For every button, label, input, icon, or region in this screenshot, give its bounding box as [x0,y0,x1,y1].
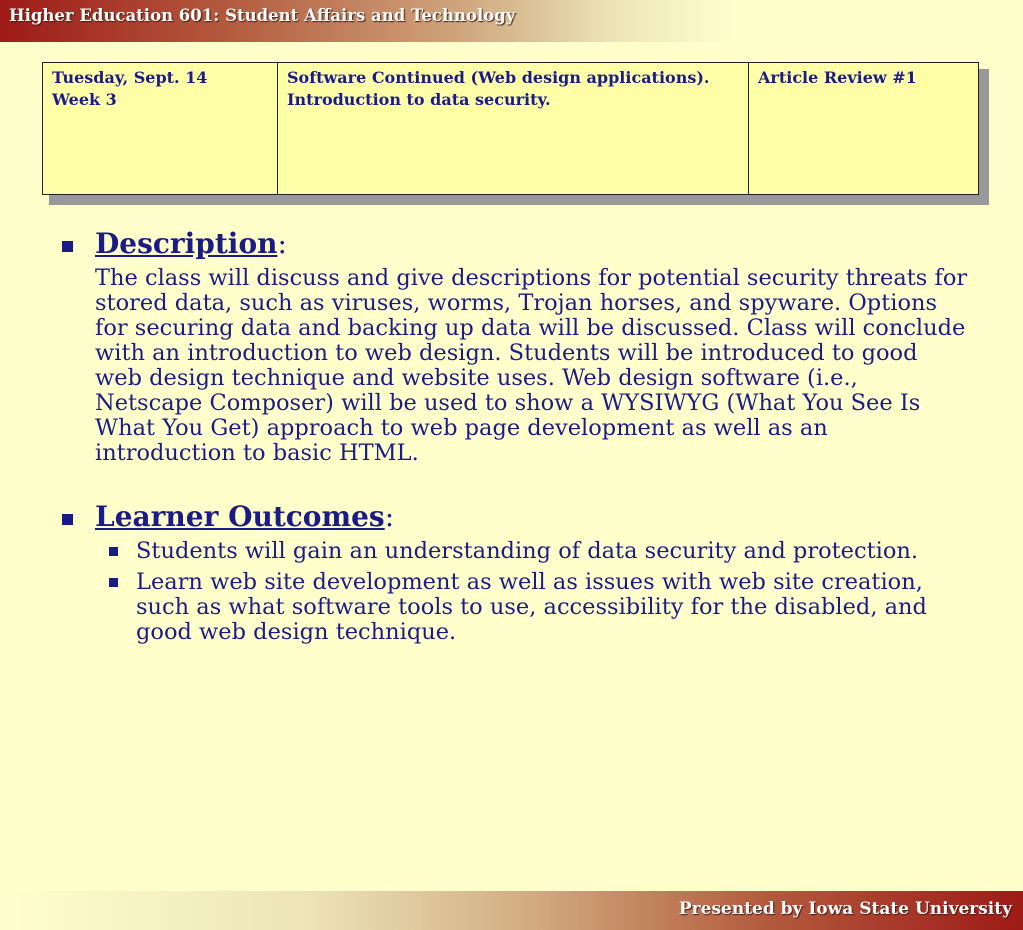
schedule-date-cell [43,63,278,195]
schedule-table [42,62,979,195]
description-heading-text: Description [95,227,278,260]
schedule-topic-line: Introduction to data security. [287,90,551,109]
description-line: with an introduction to web design. Students will be introduced to good [95,340,918,366]
outcome-line: Students will gain an understanding of data security and protection. [136,538,919,564]
course-title: Higher Education 601: Student Affairs and Technology [9,6,516,25]
sub-bullet-marker [109,547,118,556]
description-line: Netscape Composer) will be used to show a WYSIWYG (What You See Is [95,390,921,416]
heading-colon: : [277,227,287,260]
header-bar [0,0,1023,42]
schedule-topic-line: Software Continued (Web design applications). [287,68,710,87]
heading-colon: : [384,500,395,533]
outcome-item [136,539,966,564]
schedule-date: Tuesday, Sept. 14 [52,68,208,87]
description-heading [95,227,287,260]
bullet-marker [62,241,73,252]
schedule-assignment-cell [749,63,979,195]
description-line: introduction to basic HTML. [95,440,419,466]
description-line: for securing data and backing up data will be discussed. Class will conclude [95,315,966,341]
outcomes-heading [95,500,394,533]
bullet-marker [62,514,73,525]
description-text [95,266,975,466]
description-line: web design technique and website uses. Web design software (i.e., [95,365,858,391]
description-line: The class will discuss and give descriptions for potential security threats for [95,265,968,291]
outcome-line: good web design technique. [136,619,457,645]
outcome-line: Learn web site development as well as issues with web site creation, [136,569,923,595]
outcomes-heading-text: Learner Outcomes [95,500,385,533]
outcome-item [136,570,966,645]
schedule-assignment: Article Review #1 [758,68,917,87]
schedule-week: Week 3 [52,90,117,109]
sub-bullet-marker [109,578,118,587]
footer-text: Presented by Iowa State University [678,899,1012,919]
description-line: stored data, such as viruses, worms, Trojan horses, and spyware. Options [95,290,938,316]
schedule-topic-cell [278,63,749,195]
description-line: What You Get) approach to web page development as well as an [95,415,828,441]
outcome-line: such as what software tools to use, accessibility for the disabled, and [136,594,927,620]
footer-bar [0,891,1023,930]
schedule-row [43,63,979,195]
